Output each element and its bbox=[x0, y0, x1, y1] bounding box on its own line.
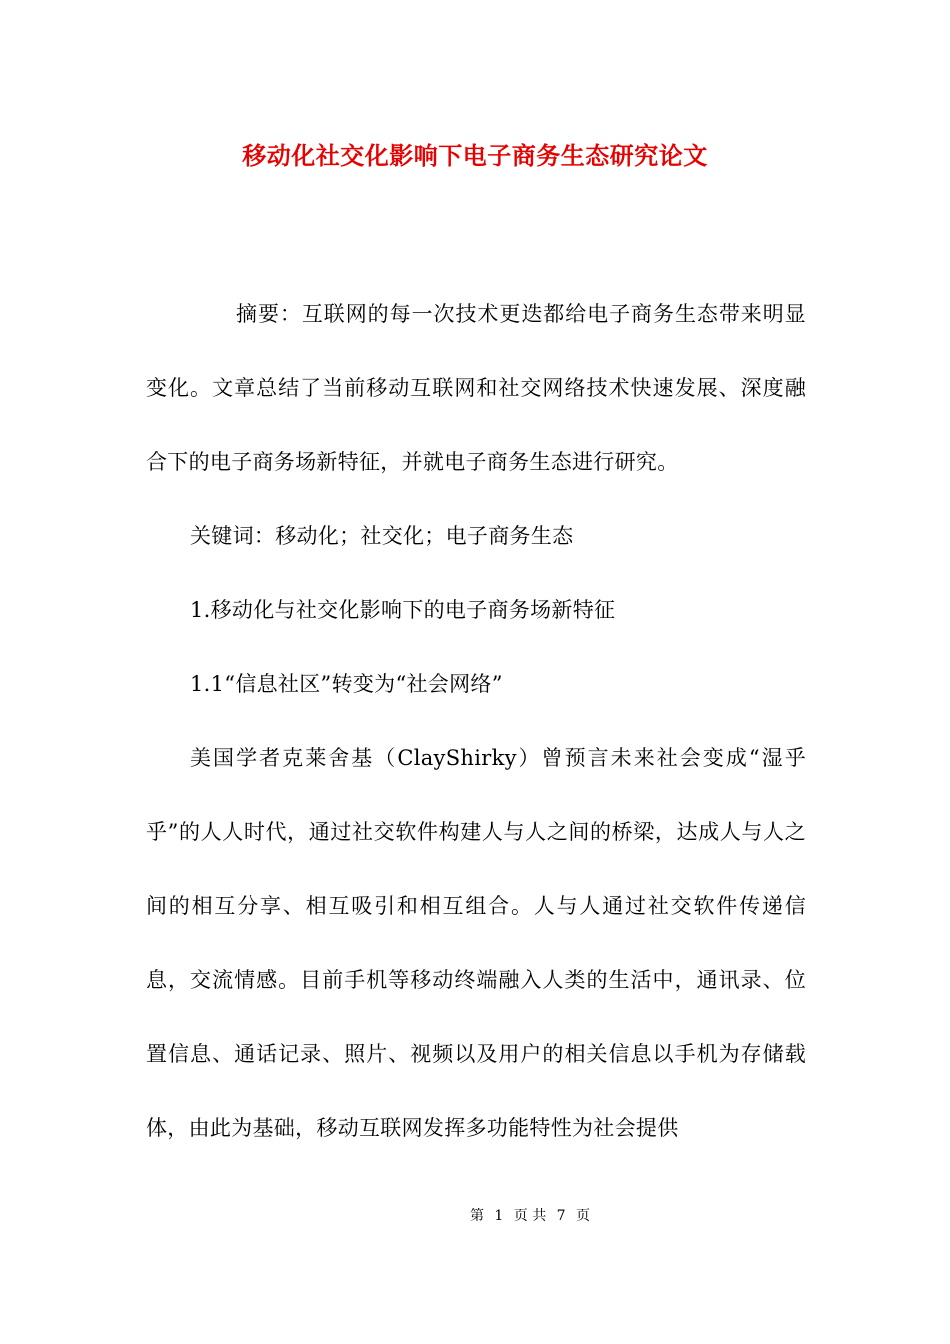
footer-prefix: 第 bbox=[469, 1208, 484, 1224]
section-heading-1-1: 1.1“信息社区”转变为“社会网络” bbox=[190, 672, 503, 696]
footer-suffix: 页 bbox=[576, 1208, 591, 1224]
body-paragraph: 美国学者克莱舍基（ClayShirky）曾预言未来社会变成“湿乎乎”的人人时代，通过社交软件构建人与人之间的桥梁，达成人与人之间的相互分享、相互吸引和相互组合。人与人通过社交软件传递信息，交流情感。目前手机等移动终端融入人类的生活中，通讯录、位置信息、通话记录、照片、视频以及用户的相关信息以手机为存储载体，由此为基础，移动互联网发挥多功能特性为社会提供 bbox=[146, 746, 806, 1140]
section-heading-1: 1.移动化与社交化影响下的电子商务场新特征 bbox=[190, 598, 616, 622]
footer-page-number: 1 bbox=[494, 1208, 504, 1224]
page-title: 移动化社交化影响下电子商务生态研究论文 bbox=[242, 141, 708, 170]
abstract-paragraph: 摘要：互联网的每一次技术更迭都给电子商务生态带来明显变化。文章总结了当前移动互联网和社交网络技术快速发展、深度融合下的电子商务场新特征，并就电子商务生态进行研究。 bbox=[146, 302, 806, 474]
footer-total-pages: 7 bbox=[556, 1208, 566, 1224]
keywords-paragraph: 关键词：移动化；社交化；电子商务生态 bbox=[190, 524, 574, 548]
document-body bbox=[146, 277, 806, 1165]
footer-middle: 页 共 bbox=[513, 1208, 547, 1224]
page-footer bbox=[0, 1206, 950, 1226]
